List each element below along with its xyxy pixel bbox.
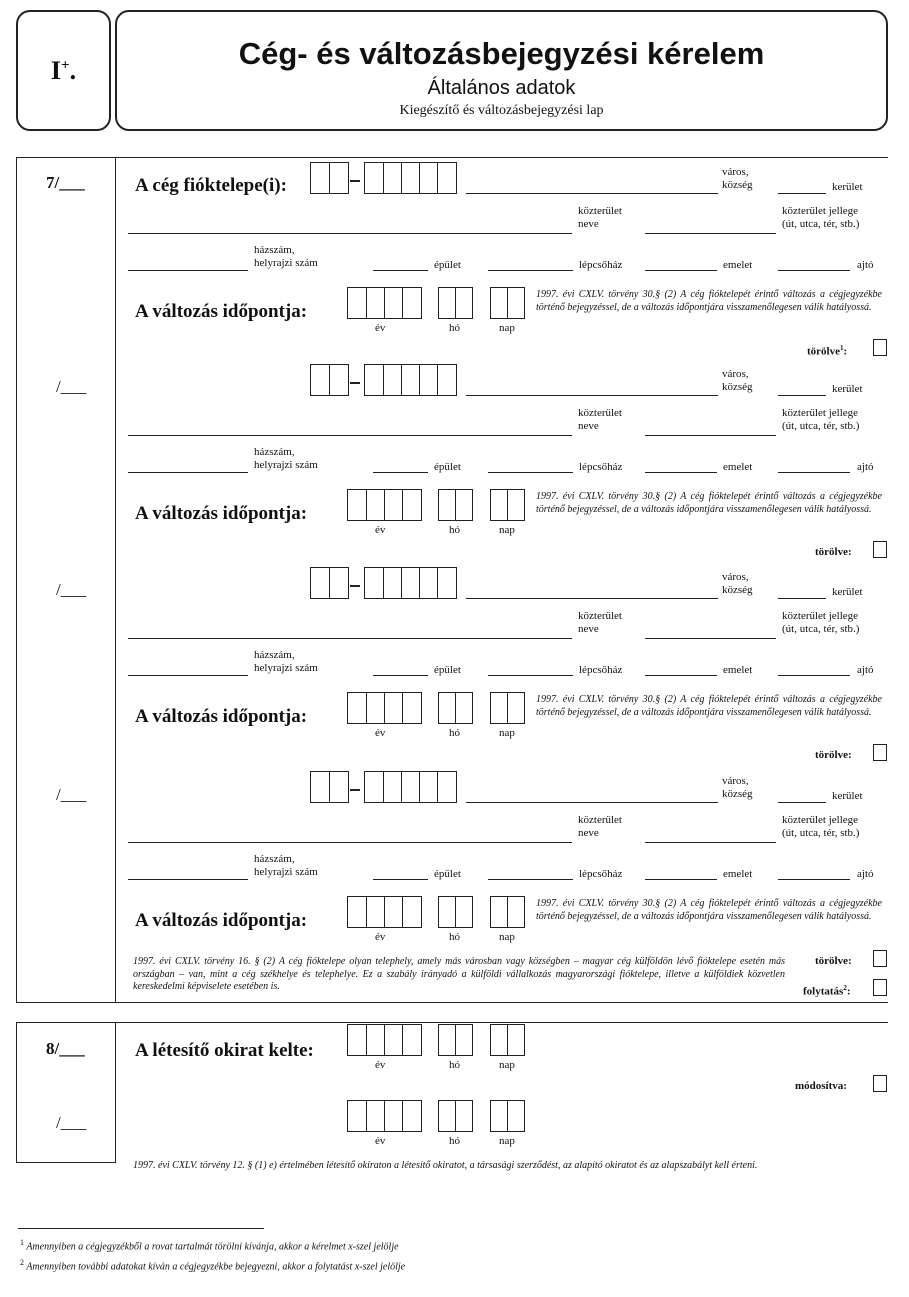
street-name-field-4[interactable] [128, 842, 572, 843]
street-type-field-3[interactable] [645, 638, 776, 639]
street-type-label-4: közterület jellege (út, utca, tér, stb.) [782, 814, 860, 839]
change-date-title-4: A változás időpontja: [135, 910, 308, 931]
street-name-field-2[interactable] [128, 435, 572, 436]
digit-divider [419, 567, 420, 599]
continuation-checkbox[interactable] [873, 979, 887, 996]
floor-label-3: emelet [723, 664, 753, 676]
postal-code-rest-boxes-4[interactable] [364, 771, 457, 803]
digit-divider [402, 1100, 403, 1132]
section-7-top-rule [116, 157, 888, 158]
branch-definition-note: 1997. évi CXLV. törvény 16. § (2) A cég fióktelepe olyan telephely, amely más városban vagy községben – magyar cég külföldön lévő fióktelepe esetén más országban – van, mint a cég székhelye és telephelye. Ez a szabály irányadó a külföldi vállalkozás magyarországi fióktelepe, illetve a külföldiek közvetlen kereskedelmi képviselete esetében is. [133, 956, 785, 992]
deleted-checkbox-4[interactable] [873, 950, 887, 967]
digit-divider [507, 896, 508, 928]
staircase-field-3[interactable] [488, 675, 573, 676]
day-label: nap [499, 931, 515, 943]
street-name-label-2: közterület neve [578, 407, 622, 432]
district-field-2[interactable] [778, 395, 826, 396]
page-subtitle: Általános adatok [427, 77, 576, 99]
digit-divider [401, 162, 402, 194]
branch-law-note-4: 1997. évi CXLV. törvény 30.§ (2) A cég fióktelepét érintő változás a cégjegyzékbe történő bejegyzéssel, de a változás időpontjára visszamenőlegesen válik hatályossá. [536, 898, 882, 922]
year-label: év [375, 524, 386, 536]
month-label: hó [449, 524, 460, 536]
digit-divider [384, 1024, 385, 1056]
digit-divider [437, 364, 438, 396]
door-label-3: ajtó [857, 664, 874, 676]
founding-doc-sub-number[interactable]: /___ [56, 1113, 87, 1132]
founding-doc-title: A létesítő okirat kelte: [135, 1040, 314, 1061]
day-label: nap [499, 322, 515, 334]
staircase-label-4: lépcsőház [579, 868, 623, 880]
digit-divider [455, 1024, 456, 1056]
house-number-field-3[interactable] [128, 675, 248, 676]
door-field-3[interactable] [778, 675, 850, 676]
building-label-2: épület [434, 461, 461, 473]
street-type-label-3: közterület jellege (út, utca, tér, stb.) [782, 610, 860, 635]
house-number-field-4[interactable] [128, 879, 248, 880]
footnote-2: $^2$ Amennyiben további adatokat kíván a cégjegyzékbe bejegyezni, akkor a folytatást x-szel jelölje [20, 1258, 406, 1273]
street-name-field-3[interactable] [128, 638, 572, 639]
district-field-1[interactable] [778, 193, 826, 194]
city-field-2[interactable] [466, 395, 718, 396]
year-label: év [375, 322, 386, 334]
deleted-label-3: törölve: [815, 749, 852, 761]
street-type-field-4[interactable] [645, 842, 776, 843]
digit-divider [402, 489, 403, 521]
day-label: nap [499, 1059, 515, 1071]
building-field-1[interactable] [373, 270, 428, 271]
door-label-4: ajtó [857, 868, 874, 880]
door-field-2[interactable] [778, 472, 850, 473]
digit-divider [366, 1100, 367, 1132]
digit-divider [419, 162, 420, 194]
year-label: év [375, 1135, 386, 1147]
staircase-label-2: lépcsőház [579, 461, 623, 473]
digit-divider [455, 489, 456, 521]
section-code-box [16, 10, 111, 131]
change-date-title-2: A változás időpontja: [135, 503, 308, 524]
title-box [115, 10, 888, 131]
building-label-1: épület [434, 259, 461, 271]
staircase-label-1: lépcsőház [579, 259, 623, 271]
house-number-label-2: házszám, helyrajzi szám [254, 446, 318, 471]
section-8-number[interactable]: 8/___ [46, 1039, 85, 1058]
district-label-4: kerület [832, 790, 863, 802]
staircase-label-3: lépcsőház [579, 664, 623, 676]
month-label: hó [449, 1059, 460, 1071]
digit-divider [437, 771, 438, 803]
page-title: Cég- és változásbejegyzési kérelem [238, 36, 765, 71]
digit-divider [384, 896, 385, 928]
footnote-rule [18, 1228, 264, 1229]
district-label-1: kerület [832, 181, 863, 193]
building-label-4: épület [434, 868, 461, 880]
footnote-1: $^1$ Amennyiben a cégjegyzékből a rovat tartalmát törölni kívánja, akkor a kérelmet x-szel jelölje [20, 1238, 399, 1253]
digit-divider [507, 692, 508, 724]
section-7-bottom-rule [116, 1002, 888, 1003]
house-number-label-3: házszám, helyrajzi szám [254, 649, 318, 674]
street-name-label-4: közterület neve [578, 814, 622, 839]
digit-divider [419, 771, 420, 803]
house-number-label-1: házszám, helyrajzi szám [254, 244, 318, 269]
branch-law-note-3: 1997. évi CXLV. törvény 30.§ (2) A cég fióktelepét érintő változás a cégjegyzékbe történő bejegyzéssel, de a változás időpontjára visszamenőlegesen válik hatályossá. [536, 694, 882, 718]
street-name-field-1[interactable] [128, 233, 572, 234]
city-field-1[interactable] [466, 193, 718, 194]
digit-divider [329, 771, 330, 803]
city-label-1: város, község [722, 166, 753, 191]
month-label: hó [449, 322, 460, 334]
digit-divider [437, 567, 438, 599]
digit-divider [401, 364, 402, 396]
door-label-1: ajtó [857, 259, 874, 271]
staircase-field-2[interactable] [488, 472, 573, 473]
house-number-field-1[interactable] [128, 270, 248, 271]
digit-divider [383, 567, 384, 599]
digit-divider [383, 771, 384, 803]
floor-label-1: emelet [723, 259, 753, 271]
street-name-label-1: közterület neve [578, 205, 622, 230]
district-field-4[interactable] [778, 802, 826, 803]
branch-title: A cég fióktelepe(i): [135, 175, 287, 196]
digit-divider [384, 489, 385, 521]
city-label-3: város, község [722, 571, 753, 596]
postal-code-dash [350, 585, 360, 587]
deleted-checkbox-1[interactable] [873, 339, 887, 356]
door-field-4[interactable] [778, 879, 850, 880]
year-label: év [375, 1059, 386, 1071]
postal-code-rest-boxes-1[interactable] [364, 162, 457, 194]
digit-divider [401, 771, 402, 803]
deleted-checkbox-2[interactable] [873, 541, 887, 558]
digit-divider [366, 489, 367, 521]
digit-divider [402, 287, 403, 319]
section-code: I+. [50, 56, 77, 85]
floor-field-1[interactable] [645, 270, 717, 271]
floor-field-4[interactable] [645, 879, 717, 880]
building-field-4[interactable] [373, 879, 428, 880]
branch-3-number[interactable]: /___ [56, 580, 87, 599]
digit-divider [384, 287, 385, 319]
day-label: nap [499, 524, 515, 536]
house-number-field-2[interactable] [128, 472, 248, 473]
digit-divider [384, 1100, 385, 1132]
street-type-field-1[interactable] [645, 233, 776, 234]
city-field-4[interactable] [466, 802, 718, 803]
city-label-4: város, község [722, 775, 753, 800]
postal-code-rest-boxes-3[interactable] [364, 567, 457, 599]
digit-divider [366, 692, 367, 724]
digit-divider [329, 162, 330, 194]
street-type-label-1: közterület jellege (út, utca, tér, stb.) [782, 205, 860, 230]
street-type-field-2[interactable] [645, 435, 776, 436]
digit-divider [507, 489, 508, 521]
building-label-3: épület [434, 664, 461, 676]
postal-code-rest-boxes-2[interactable] [364, 364, 457, 396]
branch-law-note-2: 1997. évi CXLV. törvény 30.§ (2) A cég fióktelepét érintő változás a cégjegyzékbe történő bejegyzéssel, de a változás időpontjára visszamenőlegesen válik hatályossá. [536, 491, 882, 515]
deleted-checkbox-3[interactable] [873, 744, 887, 761]
digit-divider [402, 896, 403, 928]
postal-code-dash [350, 382, 360, 384]
digit-divider [384, 692, 385, 724]
branch-4-number[interactable]: /___ [56, 785, 87, 804]
day-label: nap [499, 1135, 515, 1147]
door-field-1[interactable] [778, 270, 850, 271]
building-field-2[interactable] [373, 472, 428, 473]
city-label-2: város, község [722, 368, 753, 393]
floor-field-3[interactable] [645, 675, 717, 676]
deleted-label-4: törölve: [815, 955, 852, 967]
year-label: év [375, 931, 386, 943]
month-label: hó [449, 931, 460, 943]
continuation-label: folytatás$^2$: [803, 984, 851, 998]
staircase-field-4[interactable] [488, 879, 573, 880]
district-label-2: kerület [832, 383, 863, 395]
month-label: hó [449, 727, 460, 739]
digit-divider [329, 567, 330, 599]
district-label-3: kerület [832, 586, 863, 598]
floor-label-4: emelet [723, 868, 753, 880]
month-label: hó [449, 1135, 460, 1147]
modified-checkbox[interactable] [873, 1075, 887, 1092]
staircase-field-1[interactable] [488, 270, 573, 271]
digit-divider [455, 287, 456, 319]
branch-law-note-1: 1997. évi CXLV. törvény 30.§ (2) A cég fióktelepét érintő változás a cégjegyzékbe történő bejegyzéssel, de a változás időpontjára visszamenőlegesen válik hatályossá. [536, 289, 882, 313]
digit-divider [329, 364, 330, 396]
digit-divider [455, 692, 456, 724]
postal-code-dash [350, 789, 360, 791]
digit-divider [507, 1024, 508, 1056]
digit-divider [455, 896, 456, 928]
section-8-top-rule [116, 1022, 888, 1023]
digit-divider [507, 287, 508, 319]
digit-divider [402, 1024, 403, 1056]
section-7-number[interactable]: 7/___ [46, 173, 85, 192]
digit-divider [437, 162, 438, 194]
city-field-3[interactable] [466, 598, 718, 599]
digit-divider [401, 567, 402, 599]
change-date-title-3: A változás időpontja: [135, 706, 308, 727]
deleted-label-2: törölve: [815, 546, 852, 558]
floor-field-2[interactable] [645, 472, 717, 473]
digit-divider [455, 1100, 456, 1132]
street-type-label-2: közterület jellege (út, utca, tér, stb.) [782, 407, 860, 432]
floor-label-2: emelet [723, 461, 753, 473]
postal-code-dash [350, 180, 360, 182]
door-label-2: ajtó [857, 461, 874, 473]
change-date-title-1: A változás időpontja: [135, 301, 308, 322]
founding-doc-note: 1997. évi CXLV. törvény 12. § (1) e) értelmében létesítő okiraton a létesítő okiratot, a társasági szerződést, az alapító okiratot és az alapszabályt kell érteni. [133, 1160, 758, 1171]
digit-divider [507, 1100, 508, 1132]
branch-2-number[interactable]: /___ [56, 377, 87, 396]
house-number-label-4: házszám, helyrajzi szám [254, 853, 318, 878]
digit-divider [383, 364, 384, 396]
digit-divider [366, 896, 367, 928]
building-field-3[interactable] [373, 675, 428, 676]
digit-divider [383, 162, 384, 194]
modified-label: módosítva: [795, 1080, 847, 1092]
digit-divider [402, 692, 403, 724]
deleted-label-1: törölve$^1$: [807, 344, 848, 358]
district-field-3[interactable] [778, 598, 826, 599]
digit-divider [366, 1024, 367, 1056]
street-name-label-3: közterület neve [578, 610, 622, 635]
digit-divider [366, 287, 367, 319]
day-label: nap [499, 727, 515, 739]
year-label: év [375, 727, 386, 739]
digit-divider [419, 364, 420, 396]
page-subtitle-2: Kiegészítő és változásbejegyzési lap [399, 103, 604, 118]
